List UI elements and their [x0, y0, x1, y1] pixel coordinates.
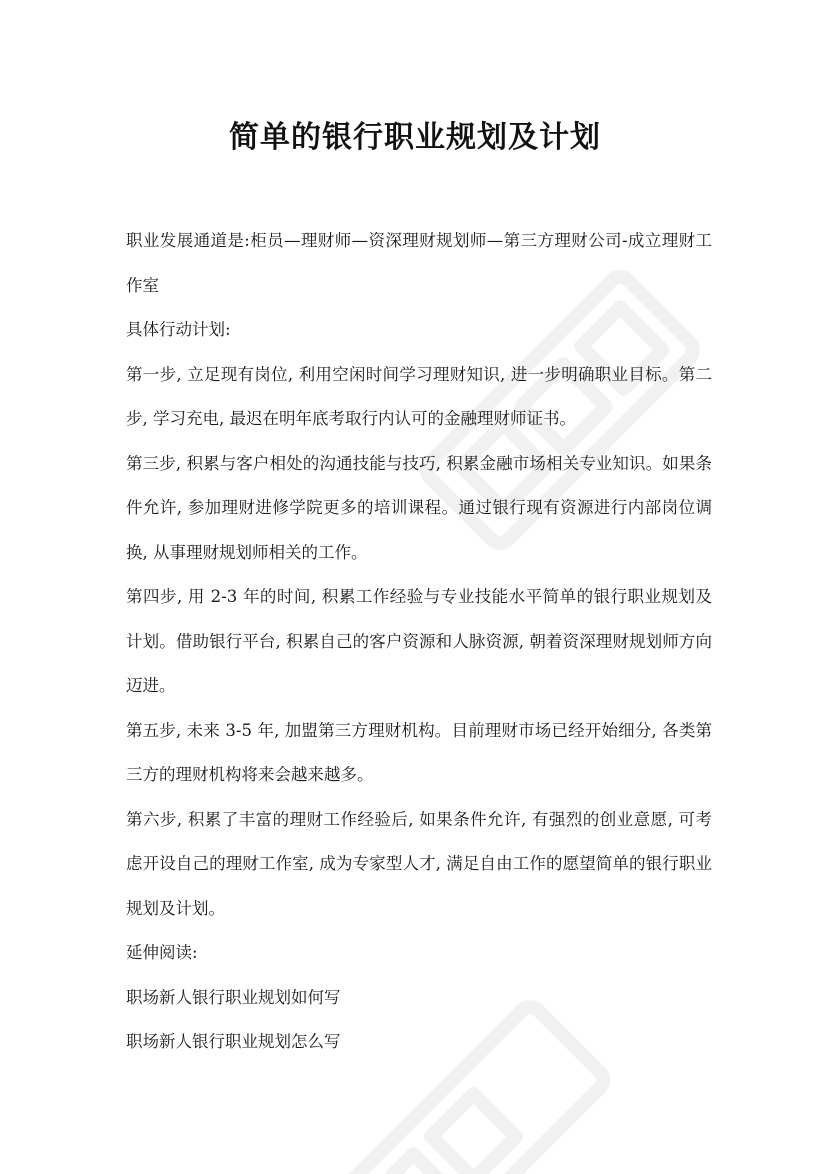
paragraph-step-six: 第六步, 积累了丰富的理财工作经验后, 如果条件允许, 有强烈的创业意愿, 可考虑开设自己的理财工作室, 成为专家型人才, 满足自由工作的愿望简单的银行职业规划及计划。 [126, 809, 712, 918]
paragraph-further-reading-heading: 延伸阅读: [126, 943, 198, 962]
paragraph-action-plan-heading: 具体行动计划: [126, 320, 231, 339]
paragraph-step-five: 第五步, 未来 3-5 年, 加盟第三方理财机构。目前理财市场已经开始细分, 各类第三方的理财机构将来会越来越多。 [126, 720, 712, 784]
further-reading-item: 职场新人银行职业规划如何写 [126, 987, 341, 1007]
paragraph-step-four: 第四步, 用 2-3 年的时间, 积累工作经验与专业技能水平简单的银行职业规划及计划。借助银行平台, 积累自己的客户资源和人脉资源, 朝着资深理财规划师方向迈进。 [126, 587, 712, 695]
paragraph-career-path: 职业发展通道是:柜员—理财师—资深理财规划师—第三方理财公司-成立理财工作室 [126, 231, 712, 295]
paragraph-step-one-two: 第一步, 立足现有岗位, 利用空闲时间学习理财知识, 进一步明确职业目标。第二步, 学习充电, 最迟在明年底考取行内认可的金融理财师证书。 [126, 364, 712, 428]
further-reading-item: 职场新人银行职业规划怎么写 [126, 1032, 341, 1051]
paragraph-step-three: 第三步, 积累与客户相处的沟通技能与技巧, 积累金融市场相关专业知识。如果条件允许, 参加理财进修学院更多的培训课程。通过银行现有资源进行内部岗位调换, 从事理财规划师相关的工作。 [126, 453, 712, 562]
document-body [126, 219, 712, 1065]
document-title: 简单的银行职业规划及计划 [229, 120, 601, 155]
